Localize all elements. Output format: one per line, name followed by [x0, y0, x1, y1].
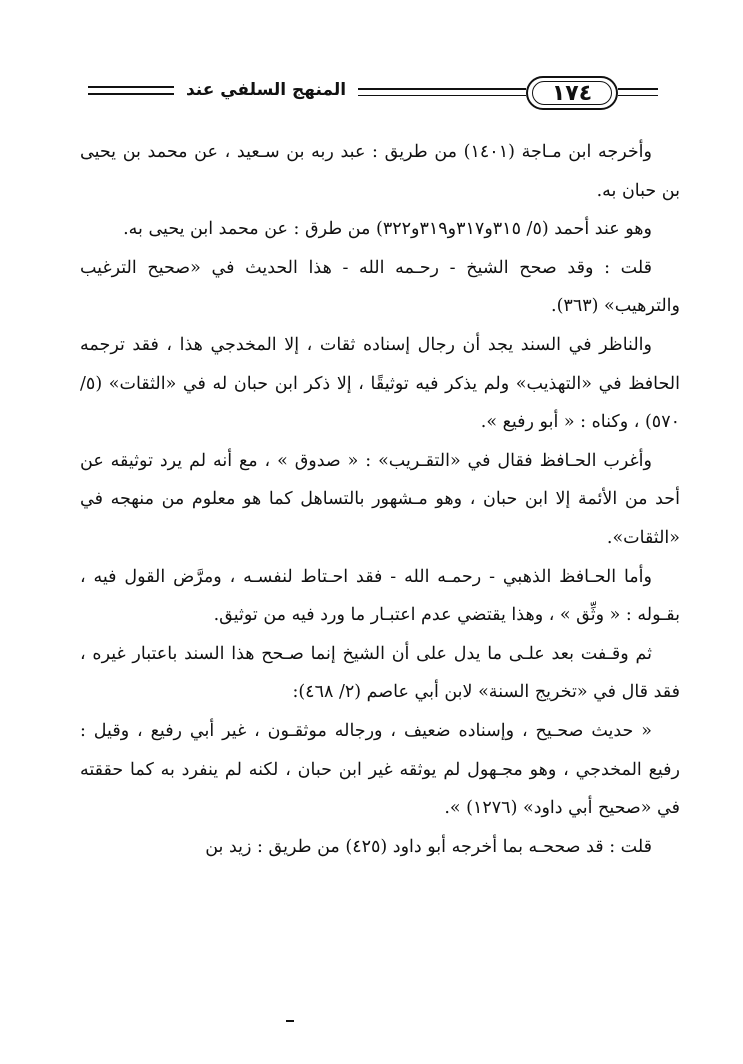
header-rule-right-lower [618, 95, 658, 96]
paragraph: والناظر في السند يجد أن رجال إسناده ثقات ، إلا المخدجي هذا ، فقد ترجمه الحافظ في «التهذيب» ولم يذكر فيه توثيقًا ، إلا ذكر ابن حبان له في «الثقات» (٥/ ٥٧٠) ، وكناه : « أبو رفيع ». [80, 334, 680, 433]
running-title: المنهج السلفي عند [176, 80, 356, 100]
paragraph: وهو عند أحمد (٥/ ٣١٥و٣١٧و٣١٩و٣٢٢) من طرق : عن محمد ابن يحيى به. [123, 219, 652, 240]
paragraph: وأخرجه ابن مـاجة (١٤٠١) من طريق : عبد ربه بن سـعيد ، عن محمد بن يحيى بن حبان به. [80, 142, 680, 201]
page-body [80, 133, 680, 866]
paragraph: قلت : قد صححـه بما أخرجه أبو داود (٤٢٥) من طريق : زيد بن [205, 836, 652, 857]
paragraph: قلت : وقد صحح الشيخ - رحـمه الله - هذا الحديث في «صحيح الترغيب والترهيب» (٣٦٣). [80, 257, 680, 317]
header-rule-left-lower [88, 93, 174, 95]
page-header [88, 72, 658, 116]
paragraph: ثم وقـفت بعد علـى ما يدل على أن الشيخ إنما صـحح هذا السند باعتبار غيره ، فقد قال في «تخريج السنة» لابن أبي عاصم (٢/ ٤٦٨): [80, 643, 680, 703]
footer-mark [286, 1020, 294, 1022]
header-rule-middle-lower [358, 95, 526, 96]
header-rule-right [618, 88, 658, 90]
page-number: ١٧٤ [526, 76, 618, 110]
paragraph: وأما الحـافظ الذهبي - رحمـه الله - فقد احـتاط لنفسـه ، ومرَّض القول فيه ، بقـوله : « وثِّق » ، وهذا يقتضي عدم اعتبـار ما ورد فيه من توثيق. [80, 566, 680, 626]
paragraph: وأغرب الحـافظ فقال في «التقـريب» : « صدوق » ، مع أنه لم يرد توثيقه عن أحد من الأئمة إلا ابن حبان ، وهو مـشهور بالتساهل كما هو معلوم من منهجه في «الثقات». [80, 450, 680, 548]
header-rule-left [88, 86, 174, 88]
header-rule-middle [358, 88, 526, 90]
paragraph: « حديث صحـيح ، وإسناده ضعيف ، ورجاله موثقـون ، غير أبي رفيع ، وقيل : رفيع المخدجي ، وهو مجـهول لم يوثقه غير ابن حبان ، لكنه لم ينفرد به كما حققته في «صحيح أبي داود» (١٢٧٦) ». [80, 720, 680, 819]
